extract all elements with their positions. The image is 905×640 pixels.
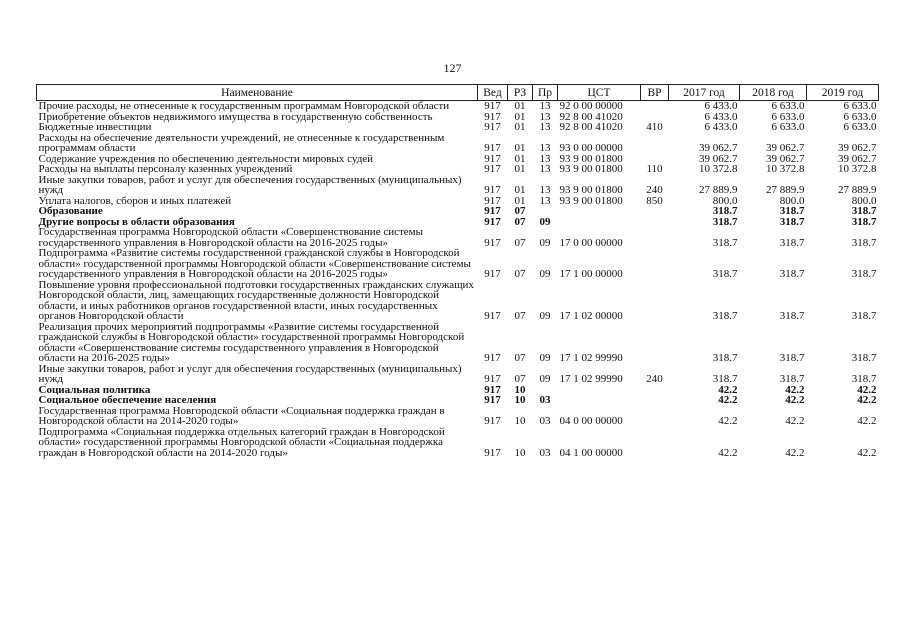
cell-vr: [641, 133, 669, 154]
header-2018: 2018 год: [740, 85, 807, 101]
cell-vr: [641, 101, 669, 112]
cell-pr: 13: [539, 121, 551, 133]
cell-pr: 09: [539, 373, 551, 385]
cell-name: Подпрограмма «Развитие системы государственной гражданской службы в Новгородской области» государственной программы Новгородской области «Совершенствование системы государственного управления в Новгородской области на 2016-2025 годы»: [38, 247, 471, 280]
cell-name: Реализация прочих мероприятий подпрограммы «Развитие системы государственной гражданской службы в Новгородской области» государственной программы Новгородской области «Совершенствование системы государственного управления в Новгородской области на 2016-2025 годы»: [38, 320, 465, 364]
header-row: [37, 85, 879, 101]
cell-y2018: 42.2: [785, 394, 805, 406]
cell-y2019: 318.7: [851, 215, 877, 228]
budget-table: [36, 84, 879, 458]
cell-ved: 917: [484, 100, 501, 112]
cell-y2019: 318.7: [851, 236, 877, 249]
cell-y2019: 10 372.8: [838, 163, 877, 175]
cell-name: Содержание учреждения по обеспечению деятельности мировых судей: [38, 152, 374, 165]
table-row: [37, 175, 879, 196]
header-pr: Пр: [533, 85, 558, 101]
cell-cst: 04 1 00 00000: [559, 446, 623, 459]
cell-rz: 10: [514, 446, 526, 459]
cell-cst: [558, 385, 641, 396]
cell-y2017: 318.7: [712, 205, 738, 217]
table-body: [37, 101, 879, 459]
cell-vr: [641, 395, 669, 406]
cell-y2019: 6 633.0: [843, 121, 877, 133]
cell-rz: 01: [514, 184, 526, 196]
cell-ved: 917: [484, 373, 501, 385]
cell-name: Повышение уровня профессиональной подготовки государственных гражданских служащих Новгородской области, лиц, замещающих государственные должности Новгородской области, и иных работников органов государственной власти, иных государственных органов Новгородской области: [38, 278, 474, 322]
cell-y2018: 27 889.9: [766, 184, 805, 196]
cell-vr: [641, 406, 669, 427]
cell-vr: [641, 248, 669, 280]
cell-y2017: 6 433.0: [704, 110, 738, 123]
cell-name: Прочие расходы, не отнесенные к государственным программам Новгородской области: [38, 100, 450, 112]
cell-pr: 09: [539, 352, 551, 364]
cell-pr: 13: [539, 184, 551, 196]
cell-ved: 917: [484, 152, 501, 165]
cell-rz: 07: [514, 236, 526, 249]
cell-vr: [641, 385, 669, 396]
cell-rz: 01: [514, 194, 526, 207]
cell-y2018: 318.7: [779, 310, 805, 322]
cell-ved: 917: [484, 310, 501, 322]
cell-rz: 07: [514, 268, 526, 280]
cell-ved: 917: [484, 446, 501, 459]
cell-cst: 17 1 00 00000: [559, 268, 623, 280]
cell-cst: 93 9 00 01800: [559, 184, 623, 196]
cell-pr: [533, 206, 558, 217]
cell-name: Расходы на выплаты персоналу казенных учреждений: [38, 163, 293, 175]
cell-pr: 13: [539, 163, 551, 175]
header-2019: 2019 год: [807, 85, 879, 101]
cell-vr: [641, 227, 669, 248]
cell-y2019: 318.7: [851, 310, 877, 322]
table-header: [37, 85, 879, 101]
cell-vr: 110: [646, 163, 663, 175]
cell-rz: 01: [514, 121, 526, 133]
cell-y2017: 39 062.7: [699, 152, 738, 165]
cell-y2018: 10 372.8: [766, 163, 805, 175]
cell-y2017: 10 372.8: [699, 163, 738, 175]
cell-cst: 17 0 00 00000: [559, 236, 623, 249]
cell-cst: 92 0 00 00000: [559, 100, 623, 112]
cell-y2019: 6 633.0: [843, 110, 877, 123]
cell-ved: 917: [484, 194, 501, 207]
cell-y2019: 42.2: [857, 383, 877, 396]
cell-cst: 93 9 00 01800: [559, 194, 623, 207]
cell-y2018: 800.0: [779, 194, 805, 207]
cell-vr: 240: [646, 184, 663, 196]
cell-cst: 17 1 02 99990: [559, 373, 623, 385]
cell-ved: 917: [484, 215, 501, 228]
table-row: [37, 196, 879, 207]
cell-rz: 07: [514, 215, 526, 228]
cell-rz: 01: [514, 110, 526, 123]
page-number: 127: [443, 61, 462, 75]
cell-ved: 917: [484, 268, 501, 280]
cell-y2017: 6 433.0: [704, 100, 738, 112]
cell-y2018: 6 633.0: [771, 100, 805, 112]
cell-ved: 917: [484, 415, 501, 427]
cell-y2018: 39 062.7: [766, 142, 805, 154]
cell-cst: [558, 395, 641, 406]
cell-cst: [558, 217, 641, 228]
cell-cst: 92 8 00 41020: [559, 110, 623, 123]
table-row: [37, 406, 879, 427]
cell-y2017: 318.7: [712, 215, 738, 228]
cell-cst: 92 8 00 41020: [559, 121, 623, 133]
table-row: [37, 395, 879, 406]
cell-rz: 01: [514, 142, 526, 154]
cell-y2017: 42.2: [718, 446, 738, 459]
cell-cst: 04 0 00 00000: [559, 415, 623, 427]
header-cst: ЦСТ: [558, 85, 641, 101]
header-vr: ВР: [641, 85, 669, 101]
table-row: [37, 133, 879, 154]
cell-y2019: 39 062.7: [838, 142, 877, 154]
cell-ved: 917: [484, 394, 501, 406]
cell-vr: [641, 280, 669, 322]
cell-pr: 13: [539, 110, 551, 123]
cell-ved: 917: [484, 142, 501, 154]
table-row: [37, 112, 879, 123]
cell-pr: 09: [539, 268, 551, 280]
cell-y2017: 42.2: [718, 394, 738, 406]
table-row: [37, 206, 879, 217]
cell-pr: 03: [539, 415, 551, 427]
cell-pr: 09: [539, 215, 551, 228]
table-row: [37, 164, 879, 175]
cell-rz: 07: [514, 205, 526, 217]
cell-y2019: 42.2: [857, 415, 877, 427]
cell-name: Социальная политика: [38, 383, 151, 396]
cell-name: Другие вопросы в области образования: [38, 215, 235, 228]
cell-name: Иные закупки товаров, работ и услуг для обеспечения государственных (муниципальных) нужд: [38, 362, 462, 385]
cell-name: Уплата налогов, сборов и иных платежей: [38, 194, 232, 207]
cell-vr: [641, 206, 669, 217]
cell-cst: 93 9 00 01800: [559, 152, 623, 165]
table-row: [37, 364, 879, 385]
cell-rz: 01: [514, 100, 526, 112]
cell-cst: [558, 206, 641, 217]
cell-name: Государственная программа Новгородской области «Социальная поддержка граждан в Новгородской области на 2014-2020 годы»: [38, 404, 445, 427]
table-row: [37, 322, 879, 364]
cell-name: Расходы на обеспечение деятельности учреждений, не отнесенные к государственным программам области: [38, 131, 445, 154]
cell-y2018: 318.7: [779, 215, 805, 228]
cell-y2018: 42.2: [785, 415, 805, 427]
cell-pr: 03: [539, 394, 551, 406]
cell-vr: [641, 217, 669, 228]
cell-y2017: 318.7: [712, 268, 738, 280]
cell-y2019: 318.7: [851, 373, 877, 385]
cell-y2019: 42.2: [857, 446, 877, 459]
cell-name: Социальное обеспечение населения: [38, 394, 217, 406]
cell-y2018: 42.2: [785, 446, 805, 459]
cell-y2019: 42.2: [857, 394, 877, 406]
cell-ved: 917: [484, 205, 501, 217]
cell-y2018: 6 633.0: [771, 121, 805, 133]
cell-vr: [641, 427, 669, 459]
table-row: [37, 227, 879, 248]
cell-ved: 917: [484, 184, 501, 196]
cell-y2019: 318.7: [851, 268, 877, 280]
cell-name: Подпрограмма «Социальная поддержка отдельных категорий граждан в Новгородской области» государственной программы Новгородской области «Социальная поддержка граждан в Новгородской области на 2014-2020 годы»: [38, 425, 445, 459]
cell-y2018: 318.7: [779, 236, 805, 249]
cell-rz: 10: [514, 415, 526, 427]
cell-vr: 850: [646, 194, 663, 207]
cell-pr: 13: [539, 142, 551, 154]
cell-cst: 17 1 02 00000: [559, 310, 623, 322]
cell-y2019: 39 062.7: [838, 152, 877, 165]
cell-name: Иные закупки товаров, работ и услуг для обеспечения государственных (муниципальных) нужд: [38, 173, 462, 196]
cell-y2019: 6 633.0: [843, 100, 877, 112]
cell-y2017: 27 889.9: [699, 184, 738, 196]
table-row: [37, 248, 879, 280]
cell-rz: 01: [514, 152, 526, 165]
cell-rz: 07: [514, 373, 526, 385]
cell-y2018: 318.7: [779, 205, 805, 217]
cell-y2019: 318.7: [851, 352, 877, 364]
table-row: [37, 122, 879, 133]
cell-rz: 07: [514, 310, 526, 322]
cell-name: Бюджетные инвестиции: [38, 121, 152, 133]
header-name: Наименование: [37, 85, 478, 101]
cell-y2017: 318.7: [712, 373, 738, 385]
cell-pr: 13: [539, 100, 551, 112]
cell-y2017: 800.0: [712, 194, 738, 207]
cell-ved: 917: [484, 352, 501, 364]
cell-y2019: 318.7: [851, 205, 877, 217]
cell-pr: 09: [539, 310, 551, 322]
cell-y2017: 6 433.0: [704, 121, 738, 133]
cell-vr: [641, 322, 669, 364]
table-row: [37, 427, 879, 459]
cell-pr: 13: [539, 152, 551, 165]
cell-y2017: 318.7: [712, 236, 738, 249]
cell-pr: 09: [539, 236, 551, 249]
cell-ved: 917: [484, 163, 501, 175]
cell-rz: 10: [514, 394, 526, 406]
cell-y2019: 27 889.9: [838, 184, 877, 196]
cell-ved: 917: [484, 110, 501, 123]
cell-y2017: 42.2: [718, 415, 738, 427]
cell-rz: 07: [514, 352, 526, 364]
cell-vr: 410: [646, 121, 663, 133]
cell-y2018: 318.7: [779, 373, 805, 385]
cell-name: Образование: [38, 205, 103, 217]
table-row: [37, 101, 879, 112]
cell-y2018: 42.2: [785, 383, 805, 396]
table-row: [37, 280, 879, 322]
cell-cst: 17 1 02 99990: [559, 352, 623, 364]
cell-cst: 93 9 00 01800: [559, 163, 623, 175]
cell-y2017: 318.7: [712, 352, 738, 364]
cell-pr: 03: [539, 446, 551, 459]
header-ved: Вед: [478, 85, 508, 101]
cell-name: Государственная программа Новгородской области «Совершенствование системы государственного управления в Новгородской области на 2016-2025 годы»: [38, 226, 424, 249]
cell-ved: 917: [484, 236, 501, 249]
cell-ved: 917: [484, 121, 501, 133]
cell-y2019: 800.0: [851, 194, 877, 207]
cell-pr: 13: [539, 194, 551, 207]
cell-y2018: 318.7: [779, 352, 805, 364]
header-rz: РЗ: [508, 85, 533, 101]
cell-y2018: 318.7: [779, 268, 805, 280]
cell-y2018: 39 062.7: [766, 152, 805, 165]
cell-rz: 10: [514, 383, 526, 396]
cell-name: Приобретение объектов недвижимого имущества в государственную собственность: [38, 110, 433, 123]
cell-y2017: 318.7: [712, 310, 738, 322]
cell-y2017: 39 062.7: [699, 142, 738, 154]
cell-cst: 93 0 00 00000: [559, 142, 623, 154]
cell-y2018: 6 633.0: [771, 110, 805, 123]
cell-ved: 917: [484, 383, 501, 396]
cell-y2017: 42.2: [718, 383, 738, 396]
header-2017: 2017 год: [669, 85, 740, 101]
cell-rz: 01: [514, 163, 526, 175]
cell-vr: 240: [646, 373, 663, 385]
